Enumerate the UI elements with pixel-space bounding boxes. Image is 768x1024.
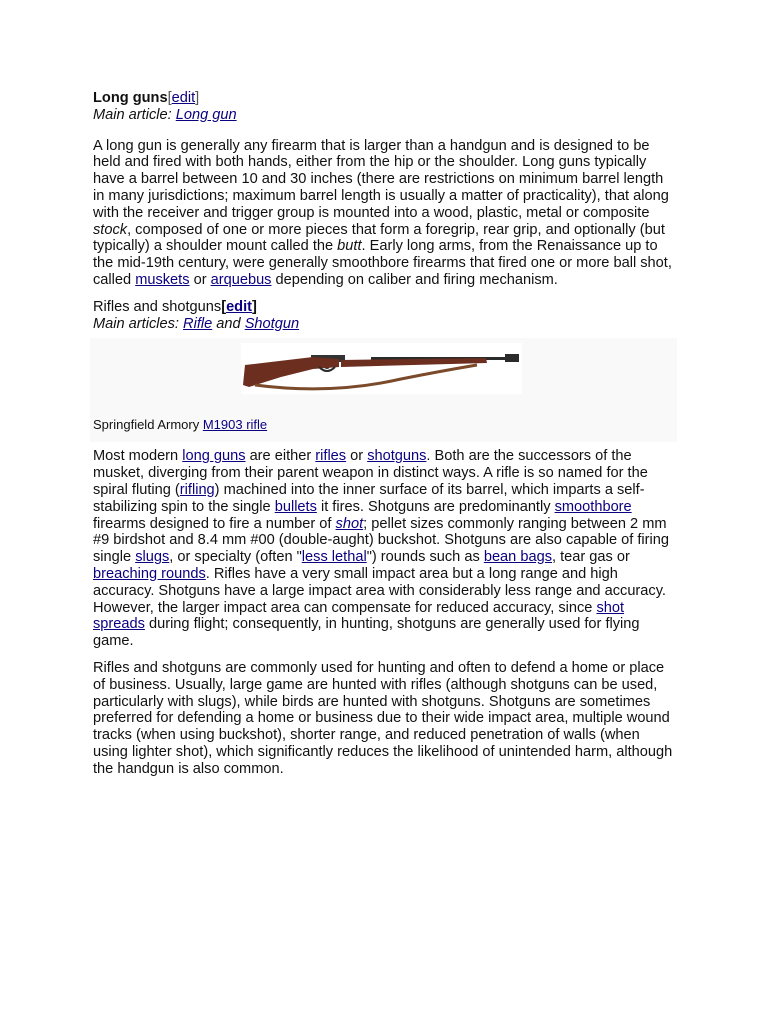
text: during flight; consequently, in hunting, shotguns are generally used for flying game. bbox=[93, 616, 640, 650]
text: , tear gas or bbox=[552, 549, 630, 566]
paragraph-long-gun-definition bbox=[93, 138, 678, 289]
figure-m1903-rifle bbox=[90, 338, 677, 442]
text: and bbox=[212, 315, 245, 332]
link-shot[interactable]: shot bbox=[335, 515, 364, 532]
paragraph-uses: Rifles and shotguns are commonly used for hunting and often to defend a home or place of business. Usually, large game are hunted with rifles (although shotguns can be used, particularly with slugs), while birds are hunted with shotguns. Shotguns are sometimes preferred for defending a home or business due to their wide impact area, multiple wound tracks (when using buckshot), shorter range, and reduced penetration of walls (when using lighter shot), which significantly reduces the likelihood of unintended harm, although the handgun is also common. bbox=[93, 659, 673, 777]
caption-prefix: Springfield Armory bbox=[93, 417, 203, 433]
section-heading-rifles-shotguns bbox=[93, 299, 678, 316]
text: it fires. Shotguns are predominantly bbox=[316, 498, 555, 515]
text: or bbox=[346, 448, 368, 465]
text: ; pellet sizes commonly ranging between 2 mm #9 birdshot and 8.4 mm #00 (double-aught) buckshot. Shotguns are also capable of firing single bbox=[93, 515, 670, 566]
section-heading-long-guns bbox=[93, 90, 678, 107]
main-articles-prefix: Main articles: bbox=[93, 315, 184, 332]
text: . Rifles have a very small impact area but a long range and high accuracy. Shotguns have a large impact area with considerably less range and accuracy. However, the larger impact area can compensate for reduced accuracy, since bbox=[93, 565, 666, 616]
edit-bracket-close: ] bbox=[195, 90, 200, 106]
main-article-link-long-gun[interactable]: Long gun bbox=[175, 106, 237, 123]
main-article-link-rifle[interactable]: Rifle bbox=[183, 315, 213, 332]
text: . Both are the successors of the musket, diverging from their parent weapon in distinct ways. A rifle is so named for the spiral fluting ( bbox=[93, 448, 648, 498]
rifle-muzzle bbox=[505, 354, 519, 362]
caption-link-m1903-rifle[interactable]: M1903 rifle bbox=[202, 417, 268, 433]
link-slugs[interactable]: slugs bbox=[135, 549, 170, 566]
paragraph-rifles-vs-shotguns bbox=[93, 448, 678, 650]
edit-bracket-open: [ bbox=[167, 90, 172, 106]
text: or bbox=[189, 271, 211, 288]
edit-link[interactable]: edit bbox=[171, 90, 196, 106]
article-content bbox=[93, 90, 678, 788]
main-article-link-shotgun[interactable]: Shotgun bbox=[244, 315, 300, 332]
text: are either bbox=[245, 448, 316, 465]
link-rifling[interactable]: rifling bbox=[179, 481, 215, 498]
link-long-guns[interactable]: long guns bbox=[182, 448, 246, 465]
text: , composed of one or more pieces that form a foregrip, rear grip, and optionally (but typically) a shoulder mount called the bbox=[93, 221, 665, 255]
section-title: Rifles and shotguns bbox=[93, 298, 222, 315]
edit-link[interactable]: edit bbox=[226, 298, 253, 315]
link-bean-bags[interactable]: bean bags bbox=[483, 549, 552, 566]
edit-bracket-open: [ bbox=[221, 298, 227, 315]
text: , or specialty (often " bbox=[169, 549, 302, 566]
section-title: Long guns bbox=[93, 90, 168, 106]
rifle-image[interactable] bbox=[241, 343, 522, 394]
link-less-lethal[interactable]: less lethal bbox=[301, 549, 367, 566]
link-bullets[interactable]: bullets bbox=[274, 498, 317, 515]
text: firearms designed to fire a number of bbox=[93, 515, 336, 532]
italic-term-butt: butt bbox=[337, 238, 362, 255]
link-breaching-rounds[interactable]: breaching rounds bbox=[93, 565, 206, 582]
text: A long gun is generally any firearm that is larger than a handgun and is designed to be held and fired with both hands, either from the hip or the shoulder. Long guns typically have a barrel between 10 and 30 inches (there are restrictions on minimum barrel length in many jurisdictions; maximum barrel length is usually a matter of practicality), that along with the receiver and trigger group is mounted into a wood, plastic, metal or composite bbox=[93, 137, 669, 221]
link-shotguns[interactable]: shotguns bbox=[367, 448, 427, 465]
link-muskets[interactable]: muskets bbox=[135, 271, 190, 288]
edit-bracket-close: ] bbox=[252, 298, 257, 315]
link-arquebus[interactable]: arquebus bbox=[210, 271, 272, 288]
text: ) machined into the inner surface of its barrel, which imparts a self-stabilizing spin to the single bbox=[93, 481, 645, 515]
text: . Early long arms, from the Renaissance up to the mid-19th century, were generally smoothbore firearms that fired one or more ball shot, called bbox=[93, 238, 672, 288]
main-article-prefix: Main article: bbox=[93, 106, 176, 123]
text: ") rounds such as bbox=[366, 549, 484, 566]
figure-caption bbox=[93, 417, 267, 434]
main-article-note bbox=[93, 107, 678, 124]
text: Most modern bbox=[93, 448, 183, 465]
rifle-buttstock bbox=[243, 357, 339, 387]
italic-term-stock: stock bbox=[93, 221, 128, 238]
link-shot-spreads[interactable]: shot spreads bbox=[93, 599, 625, 633]
rifle-illustration bbox=[241, 343, 522, 394]
link-rifles[interactable]: rifles bbox=[315, 448, 347, 465]
link-smoothbore[interactable]: smoothbore bbox=[554, 498, 632, 515]
main-articles-note bbox=[93, 316, 678, 333]
text: depending on caliber and firing mechanism. bbox=[271, 271, 558, 288]
